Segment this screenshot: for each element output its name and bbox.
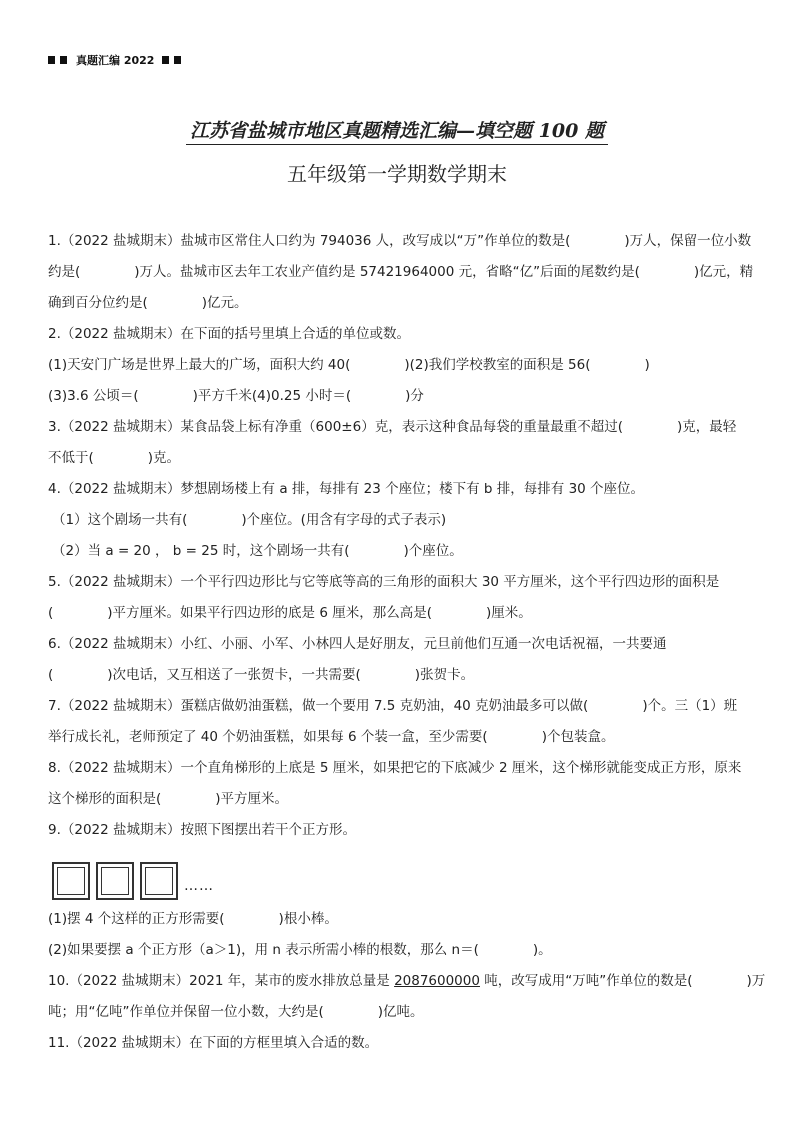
text-line: 2.（2022 盐城期末）在下面的括号里填上合适的单位或数。 [48,326,411,342]
text-line: 8.（2022 盐城期末）一个直角梯形的上底是 5 厘米，如果把它的下底减少 2 厘米，这个梯形就能变成正方形，原来 [48,760,742,776]
text-line: (2)如果要摆 a 个正方形（a＞1)，用 n 表示所需小棒的根数，那么 n＝( )。 [48,942,552,958]
square-mark-icon [174,56,181,64]
text-line: 不低于( )克。 [48,450,181,466]
matchstick-squares-figure [52,862,214,900]
ellipsis-dots: …… [184,878,214,894]
text-line: ( )次电话，又互相送了一张贺卡，一共需要( )张贺卡。 [48,667,475,683]
header-text: 真题汇编 2022 [76,54,155,67]
text-line: 9.（2022 盐城期末）按照下图摆出若干个正方形。 [48,822,357,838]
text-line: 吨；用“亿吨”作单位并保留一位小数，大约是( )亿吨。 [48,1004,424,1020]
square-shape [140,862,178,900]
text-line: 11.（2022 盐城期末）在下面的方框里填入合适的数。 [48,1035,379,1051]
text-line: 5.（2022 盐城期末）一个平行四边形比与它等底等高的三角形的面积大 30 平方厘米，这个平行四边形的面积是 [48,574,720,590]
square-shape [96,862,134,900]
document-title: 江苏省盐城市地区真题精选汇编—填空题 100 题 [0,116,794,143]
square-shape [52,862,90,900]
text-line: 7.（2022 盐城期末）蛋糕店做奶油蛋糕，做一个要用 7.5 克奶油，40 克奶油最多可以做( )个。三（1）班 [48,698,738,714]
text-line: 这个梯形的面积是( )平方厘米。 [48,791,289,807]
text-line: （2）当 a = 20 ， b = 25 时，这个剧场一共有( )个座位。 [52,543,463,559]
text-line: 3.（2022 盐城期末）某食品袋上标有净重（600±6）克，表示这种食品每袋的重量最重不超过( )克，最轻 [48,419,737,435]
text-line: 6.（2022 盐城期末）小红、小丽、小军、小林四人是好朋友，元旦前他们互通一次电话祝福，一共要通 [48,636,667,652]
underlined-number: 2087600000 [394,973,480,989]
text-line: (1)摆 4 个这样的正方形需要( )根小棒。 [48,911,338,927]
text-line: ( )平方厘米。如果平行四边形的底是 6 厘米，那么高是( )厘米。 [48,605,532,621]
text-line: 确到百分位约是( )亿元。 [48,295,248,311]
text-line: 约是( )万人。盐城市区去年工农业产值约是 57421964000 元，省略“亿”后面的尾数约是( )亿元，精 [48,264,754,280]
square-mark-icon [48,56,55,64]
page-header [48,52,182,68]
text-line: 10.（2022 盐城期末）2021 年，某市的废水排放总量是 2087600000 吨，改写成用“万吨”作单位的数是( )万 [48,973,766,989]
text-line: （1）这个剧场一共有( )个座位。(用含有字母的式子表示) [52,512,447,528]
text-line: (3)3.6 公顷＝( )平方千米(4)0.25 小时＝( )分 [48,388,424,404]
text-line: 1.（2022 盐城期末）盐城市区常住人口约为 794036 人，改写成以“万”作单位的数是( )万人，保留一位小数 [48,233,752,249]
text-line: 举行成长礼，老师预定了 40 个奶油蛋糕，如果每 6 个装一盒，至少需要( )个包装盒。 [48,729,615,745]
question-list [48,230,766,1063]
square-mark-icon [162,56,169,64]
square-mark-icon [60,56,67,64]
text-line: 4.（2022 盐城期末）梦想剧场楼上有 a 排，每排有 23 个座位；楼下有 b 排，每排有 30 个座位。 [48,481,645,497]
document-subtitle: 五年级第一学期数学期末 [287,162,507,186]
text-line: (1)天安门广场是世界上最大的广场，面积大约 40( )(2)我们学校教室的面积是 56( ) [48,357,650,373]
